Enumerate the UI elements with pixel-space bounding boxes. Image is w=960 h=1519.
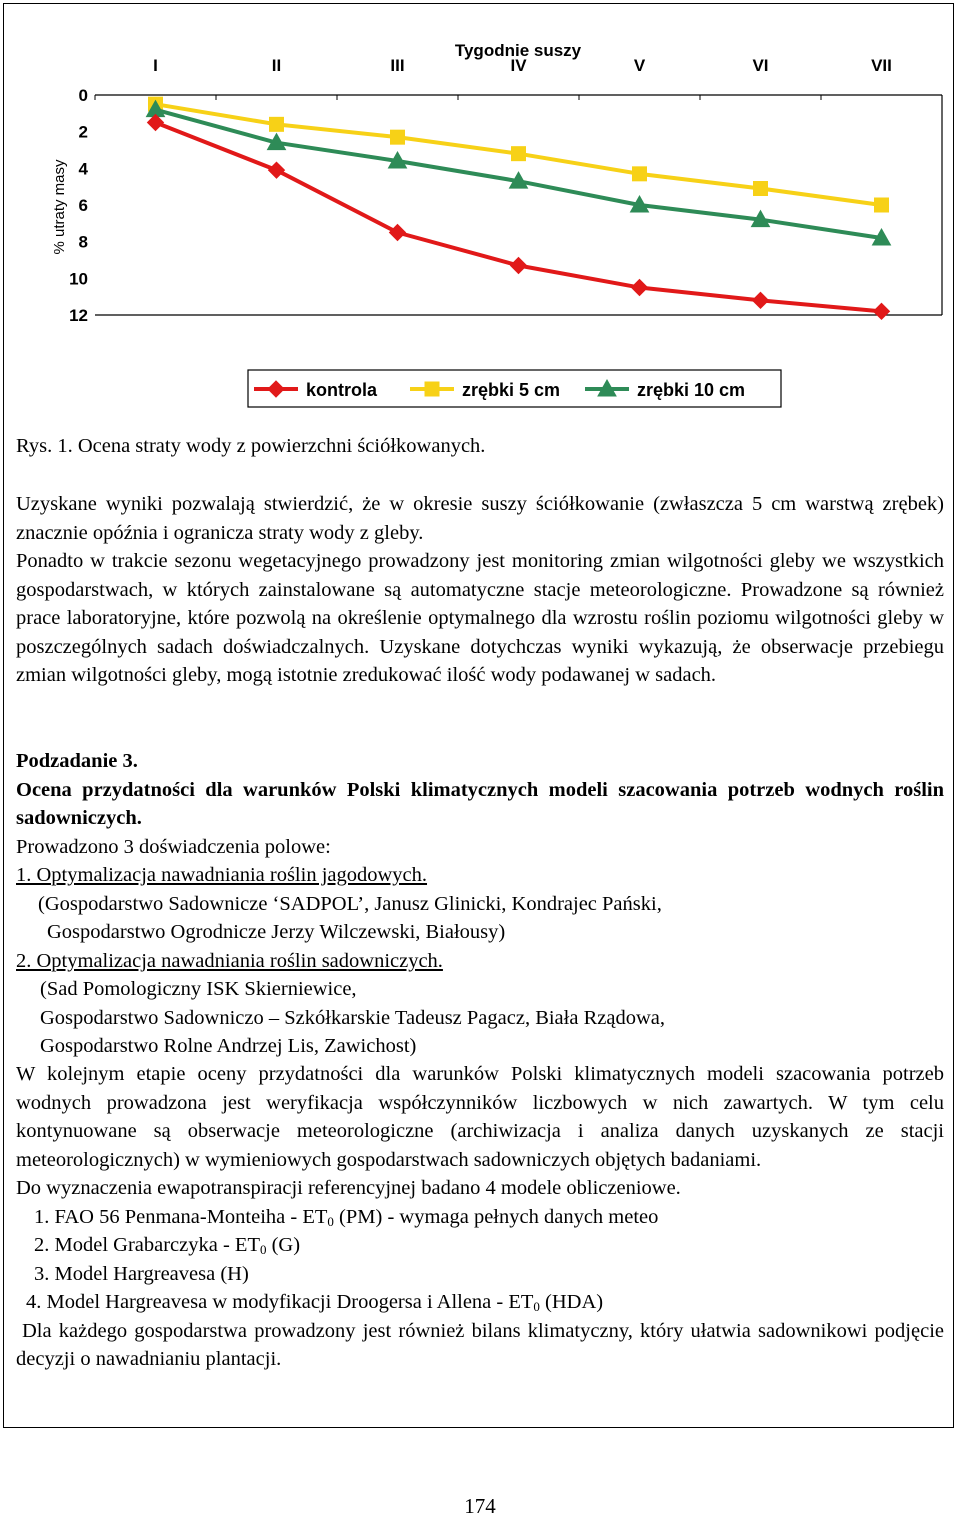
experiment-2-line-2: Gospodarstwo Sadowniczo – Szkółkarskie Tadeusz Pagacz, Biała Rządowa,	[40, 1006, 665, 1029]
data-point-0	[874, 303, 890, 319]
page-number: 174	[464, 1494, 496, 1518]
experiment-2-line-3: Gospodarstwo Rolne Andrzej Lis, Zawichost)	[40, 1035, 417, 1057]
model-subscript: 0	[327, 1213, 334, 1229]
model-item: 4. Model Hargreavesa w modyfikacji Droogersa i Allena - $ET_0$ (HDA)	[26, 1291, 604, 1314]
data-point-0	[753, 292, 769, 308]
data-point-0	[632, 280, 648, 296]
y-tick-label: 2	[78, 122, 88, 142]
legend-label: zrębki 5 cm	[462, 380, 561, 400]
body-text-1	[16, 490, 944, 690]
legend-label: zrębki 10 cm	[637, 380, 746, 400]
chart-area	[0, 0, 960, 420]
model-item: 3. Model Hargreavesa (H)	[34, 1262, 249, 1285]
model-subscript: 0	[533, 1299, 540, 1314]
legend-marker	[425, 382, 439, 396]
paragraph-verification: W kolejnym etapie oceny przydatności dla warunków Polski klimatycznych modeli szacowania potrzeb wodnych prowadzona jest weryfikacja współczynników liczbowych w nich zawartych. W tym celu kontynuowane są obserwacje meteorologiczne (archiwizacja i analiza danych uzyskanych ze stacji meteorologicznych) w wymieniowych gospodarstwach sadowniczych objętych badaniami.	[16, 1063, 944, 1171]
x-tick-label: VI	[752, 56, 769, 75]
experiment-1-line-2: Gospodarstwo Ogrodnicze Jerzy Wilczewski, Białousy)	[47, 921, 506, 943]
y-axis-label: % utraty masy	[51, 159, 68, 255]
y-tick-label: 12	[69, 306, 88, 325]
data-point-0	[390, 225, 406, 241]
data-point-1	[754, 182, 768, 196]
data-point-1	[391, 130, 405, 144]
figure-caption: Rys. 1. Ocena straty wody z powierzchni ściółkowanych.	[16, 435, 486, 457]
y-tick-label: 4	[78, 159, 88, 179]
data-point-0	[511, 258, 527, 274]
data-point-1	[512, 147, 526, 161]
data-point-1	[270, 117, 284, 131]
y-tick-label: 0	[78, 86, 88, 105]
y-tick-label: 10	[69, 269, 88, 289]
chart-title: Tygodnie suszy	[454, 41, 582, 60]
models-list	[16, 1203, 944, 1317]
body-text-2	[16, 1060, 944, 1374]
y-tick-label: 6	[78, 196, 88, 215]
paragraph-results: Uzyskane wyniki pozwalają stwierdzić, że w okresie suszy ściółkowanie (zwłaszcza 5 cm warstwą zrębek) znacznie opóźnia i ogranicza straty wody z gleby.	[16, 493, 944, 544]
model-item: 1. FAO 56 Penmana-Monteiha - $ET_0$ (PM) - wymaga pełnych danych meteo	[34, 1205, 659, 1229]
models-intro: Do wyznaczenia ewapotranspiracji referencyjnej badano 4 modele obliczeniowe.	[16, 1177, 681, 1199]
data-point-1	[875, 198, 889, 212]
data-point-1	[633, 167, 647, 181]
subtask-heading: Ocena przydatności dla warunków Polski klimatycznych modeli szacowania potrzeb wodnych roślin sadowniczych.	[16, 778, 944, 829]
experiments-intro: Prowadzono 3 doświadczenia polowe:	[16, 835, 331, 858]
subtask-section	[16, 747, 944, 1061]
x-tick-label: III	[390, 56, 405, 75]
paragraph-climatic-balance: Dla każdego gospodarstwa prowadzony jest również bilans klimatyczny, który ułatwia sadownikowi podjęcie decyzji o nawadnianiu plantacji.	[16, 1319, 944, 1370]
x-tick-label: VII	[871, 56, 892, 75]
x-tick-label: IV	[510, 56, 527, 75]
experiment-1-line-1: (Gospodarstwo Sadownicze ‘SADPOL’, Janusz Glinicki, Kondrajec Pański,	[38, 892, 662, 915]
x-tick-label: V	[633, 56, 646, 75]
data-point-0	[269, 162, 285, 178]
experiment-2-line-1: (Sad Pomologiczny ISK Skierniewice,	[40, 978, 357, 1000]
x-tick-label: II	[271, 56, 282, 75]
experiment-1-title: 1. Optymalizacja nawadniania roślin jagodowych.	[16, 864, 428, 886]
x-tick-label: I	[153, 56, 158, 75]
experiment-2-title: 2. Optymalizacja nawadniania roślin sadowniczych.	[16, 949, 443, 972]
paragraph-monitoring: Ponadto w trakcie sezonu wegetacyjnego prowadzony jest monitoring zmian wilgotności gleby we wszystkich gospodarstwach, w których zainstalowane są automatyczne stacje meteorologiczne. Prowadzone są również prace laboratoryjne, które pozwolą na określenie optymalnego dla wzrostu roślin poziomu wilgotności gleby w poszczególnych sadach doświadczalnych. Uzyskane dotychczas wyniki wykazują, że obserwacje przebiegu zmian wilgotności gleby, mogą istotnie zredukować ilość wody podawanej w sadach.	[16, 550, 944, 686]
model-subscript: 0	[259, 1242, 267, 1257]
y-tick-label: 8	[78, 232, 88, 252]
model-item: 2. Model Grabarczyka - $ET_0$ (G)	[34, 1234, 301, 1257]
legend-label: kontrola	[306, 380, 378, 400]
subtask-title: Podzadanie 3.	[16, 750, 138, 772]
